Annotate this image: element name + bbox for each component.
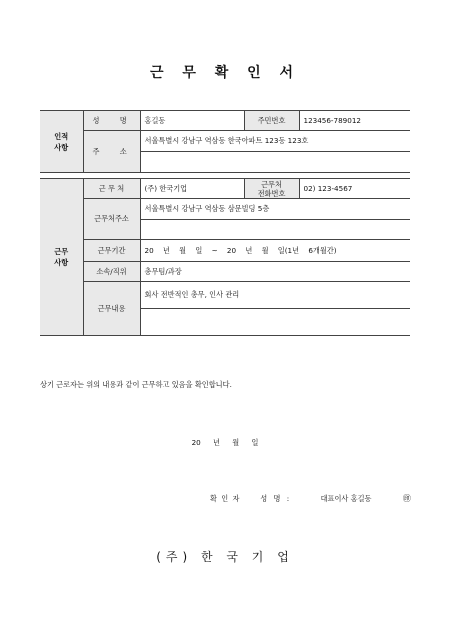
signer-label: 확 인 자 [210,494,241,503]
workplace-phone-label: 근무처 전화번호 [244,179,299,199]
work-address-label: 근무처주소 [83,199,140,240]
workplace-phone-value: 02) 123-4567 [299,179,410,199]
address-extra-line [140,152,410,173]
name-value: 홍길동 [140,111,244,131]
name-label: 성 명 [83,111,140,131]
address-label: 주 소 [83,131,140,173]
personal-section-label: 인적 사항 [40,111,83,173]
issue-date: 20 년 월 일 [191,438,259,447]
signer-line [210,493,411,504]
signer-name-value: 대표이사 홍길동 [320,494,372,503]
work-address-extra-line [140,220,410,240]
address-value: 서울특별시 강남구 역삼동 한국아파트 123동 123호 [140,131,410,152]
work-period-value: 20 년 월 일 ~ 20 년 월 일(1년 6개월간) [140,240,410,262]
signer-name-label: 성 명 : [260,494,290,503]
id-number-value: 123456-789012 [299,111,410,131]
document-title: 근 무 확 인 서 [149,65,301,81]
company-name: (주) 한 국 기 업 [156,550,294,564]
department-position-value: 총무팀/과장 [140,262,410,282]
id-number-label: 주민번호 [244,111,299,131]
employment-form-table [40,110,410,336]
department-position-label: 소속/직위 [83,262,140,282]
workplace-value: (주) 한국기업 [140,179,244,199]
work-period-label: 근무기간 [83,240,140,262]
work-address-value: 서울특별시 강남구 역삼동 삼문빌딩 5층 [140,199,410,220]
seal-mark: ㊞ [402,494,411,503]
duty-extra-line [140,309,410,336]
confirmation-statement: 상기 근로자는 위의 내용과 같이 근무하고 있음을 확인합니다. [40,380,232,389]
work-section-label: 근무 사항 [40,179,83,336]
duty-value: 회사 전반적인 총무, 인사 관리 [140,282,410,309]
workplace-label: 근 무 처 [83,179,140,199]
duty-label: 근무내용 [83,282,140,336]
